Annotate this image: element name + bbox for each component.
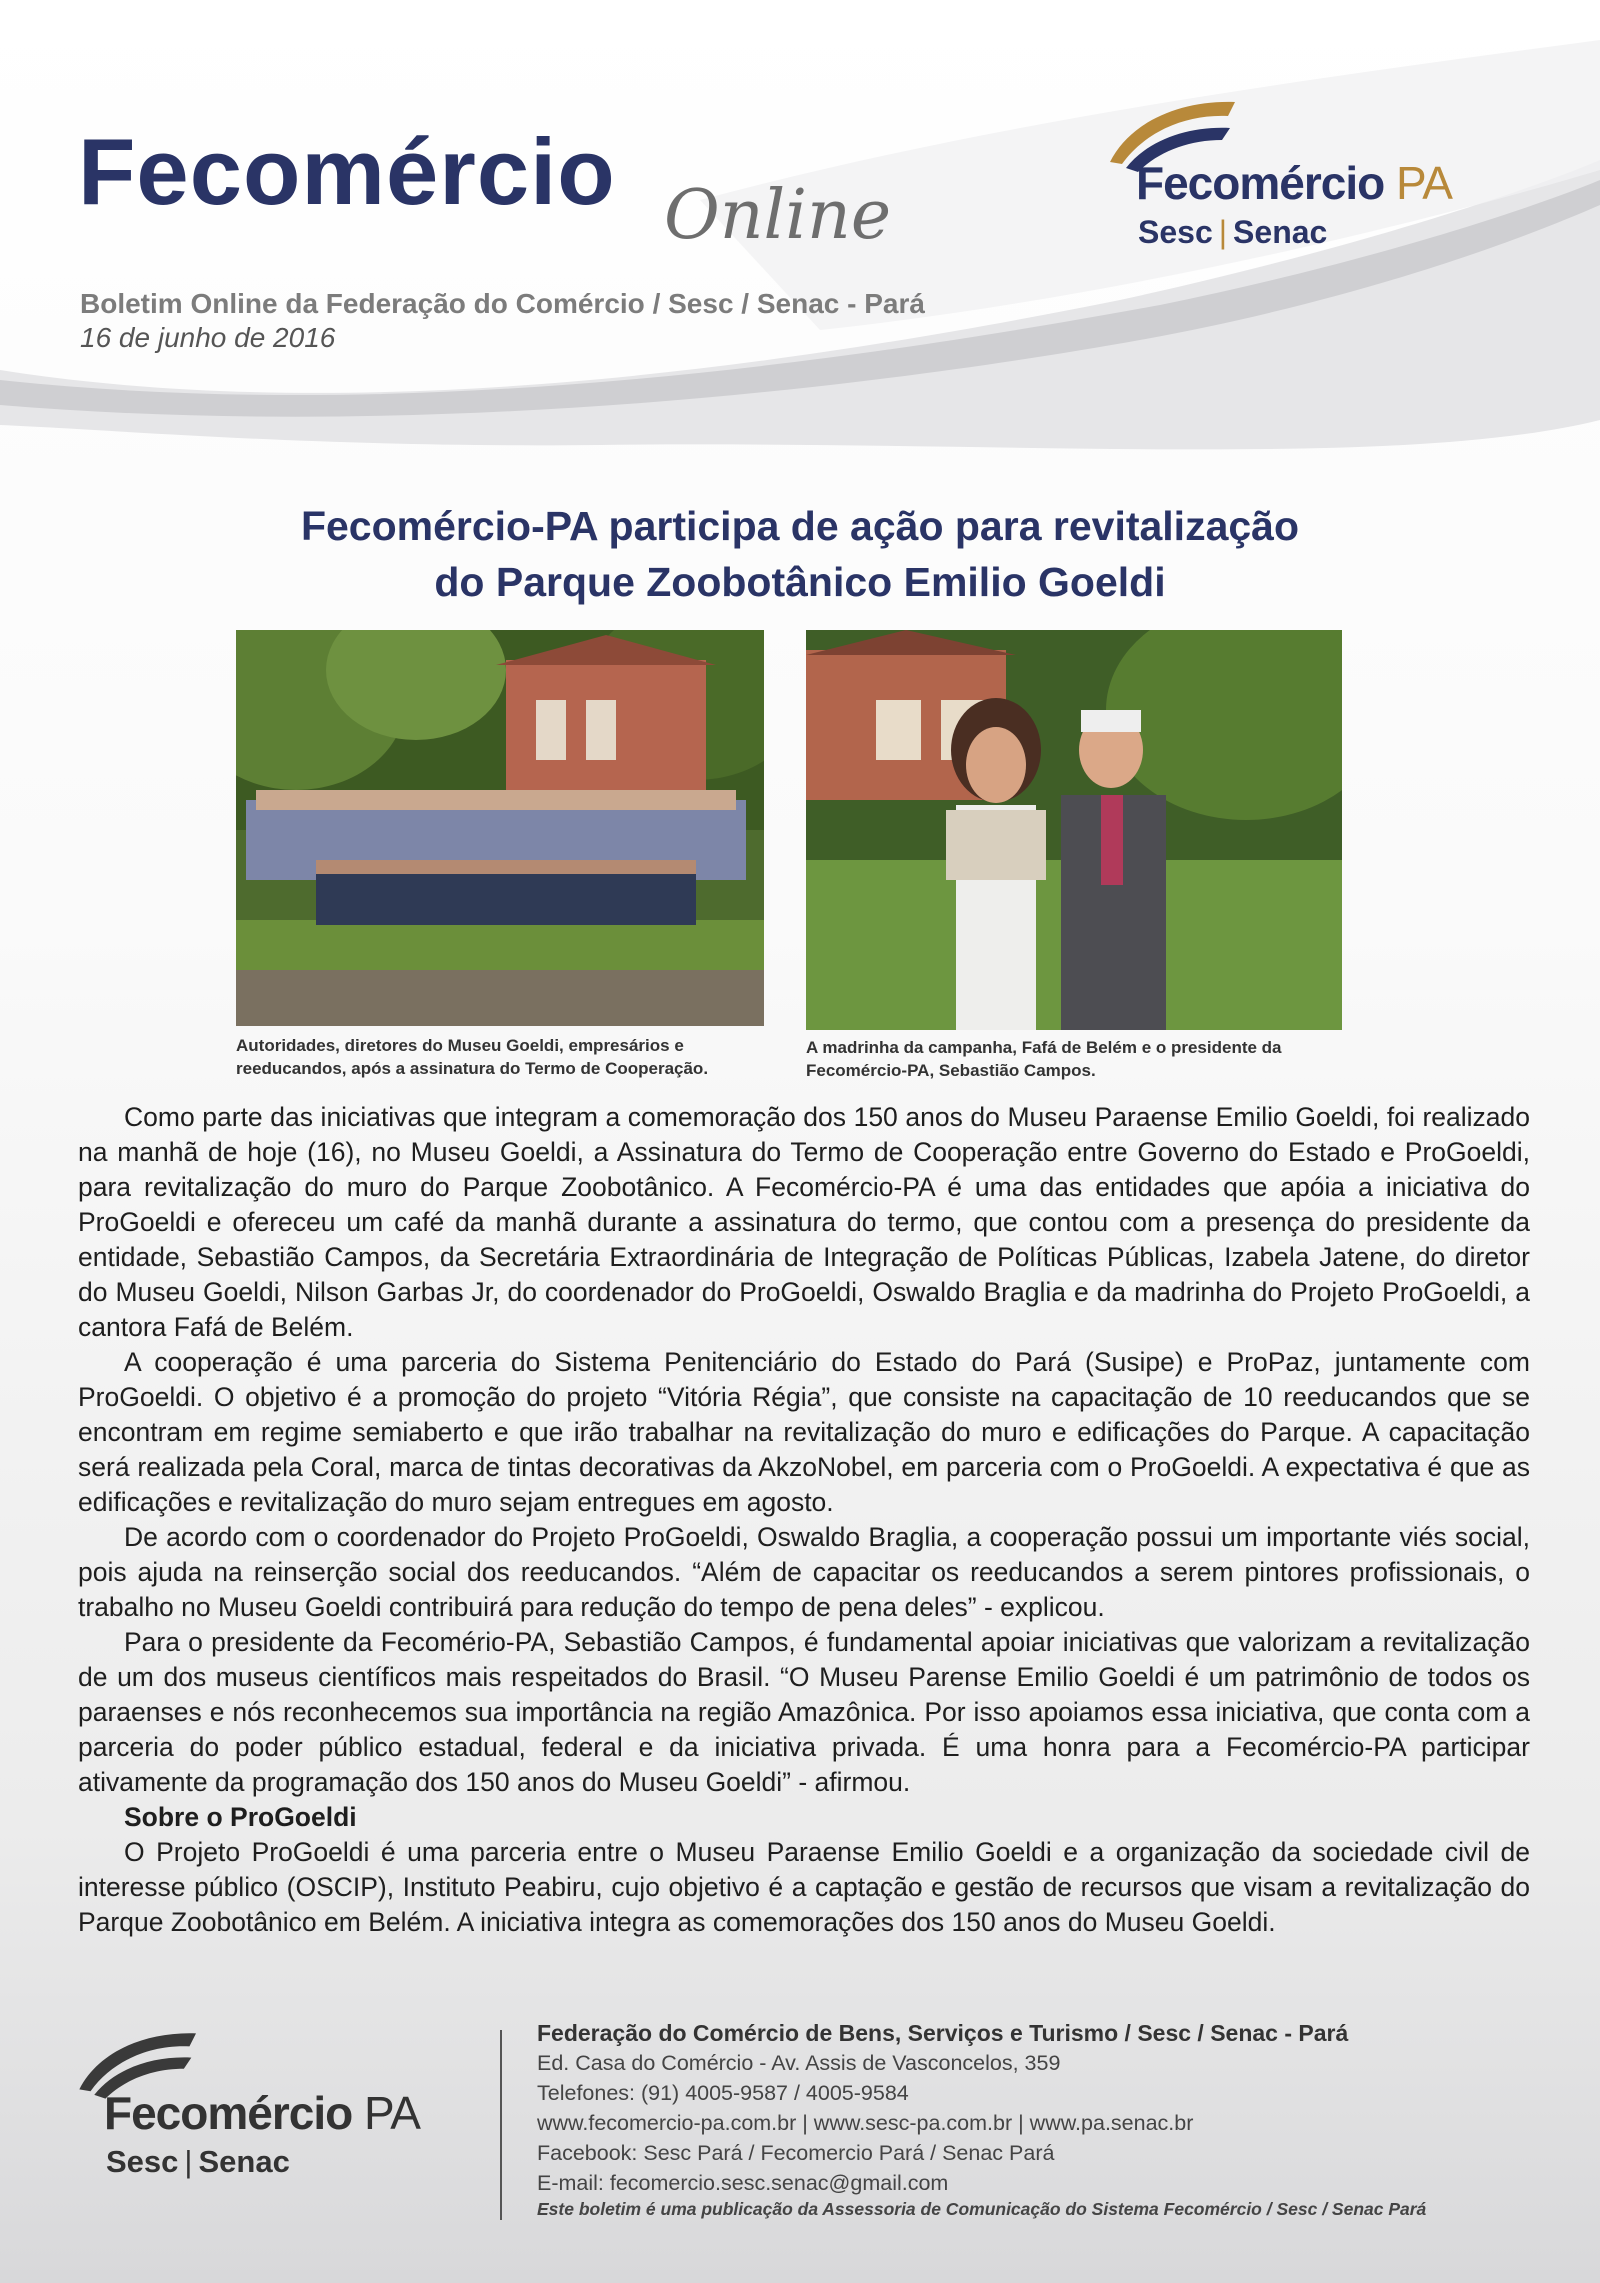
brand-name-suffix: PA: [1396, 157, 1452, 209]
photo-caption-2: A madrinha da campanha, Fafá de Belém e o presidente da Fecomércio-PA, Sebastião Campos.: [806, 1038, 1282, 1080]
brand-name-suffix-bottom: PA: [364, 2087, 420, 2139]
brand-name-main-bottom: Fecomércio: [104, 2087, 353, 2139]
photo-godmother-president: [806, 630, 1342, 1030]
footer-publication-note: Este boletim é uma publicação da Assessoria de Comunicação do Sistema Fecomércio / Sesc / Senac Pará: [537, 2199, 1427, 2219]
footer-email: E-mail: fecomercio.sesc.senac@gmail.com: [537, 2171, 949, 2195]
brand-sub-sesc: Sesc: [1138, 214, 1213, 250]
brand-name-main: Fecomércio: [1136, 157, 1385, 209]
brand-sub-sesc-bottom: Sesc: [106, 2144, 179, 2179]
footer-divider: [500, 2030, 502, 2220]
article-paragraph-4: Para o presidente da Fecomério-PA, Sebastião Campos, é fundamental apoiar iniciativas que valorizam a revitalização de um dos museus científicos mais respeitados do Brasil. “O Museu Parense Emilio Goeldi é um patrimônio de todos os paraenses e nós reconhecemos sua importância na região Amazônica. Por isso apoiamos essa iniciativa, que conta com a parceria do poder público estadual, federal e da iniciativa privada. É uma honra para a Fecomércio-PA participar ativamente da programação dos 150 anos do Museu Goeldi” - afirmou.: [78, 1627, 1530, 1797]
masthead-date: 16 de junho de 2016: [80, 322, 336, 353]
footer-info: [537, 2018, 1557, 2220]
footer-phones: Telefones: (91) 4005-9587 / 4005-9584: [537, 2081, 909, 2105]
footer-title: Federação do Comércio de Bens, Serviços e Turismo / Sesc / Senac - Pará: [537, 2020, 1349, 2046]
brand-subbrands: [1138, 214, 1327, 251]
brand-name: [1136, 156, 1452, 210]
section-heading: Sobre o ProGoeldi: [124, 1802, 357, 1832]
headline-line-2: do Parque Zoobotânico Emilio Goeldi: [434, 559, 1166, 605]
photo-group-signing: [236, 630, 764, 1026]
article-paragraph-3: De acordo com o coordenador do Projeto ProGoeldi, Oswaldo Braglia, a cooperação possui um importante viés social, pois ajuda na reinserção social dos reeducandos. “Além de capacitar os reeducandos a serem pintores profissionais, o trabalho no Museu Goeldi contribuirá para redução do tempo de pena deles” - explicou.: [78, 1522, 1530, 1622]
brand-sub-senac: Senac: [1233, 214, 1328, 250]
headline-line-1: Fecomércio-PA participa de ação para revitalização: [300, 503, 1300, 549]
article-paragraph-2: A cooperação é uma parceria do Sistema Penitenciário do Estado do Pará (Susipe) e ProPaz, juntamente com ProGoeldi. O objetivo é a promoção do projeto “Vitória Régia”, que consiste na capacitação de 10 reeducandos que se encontram em regime semiaberto e que irão trabalhar na revitalização do muro e edificações do Parque. A capacitação será realizada pela Coral, marca de tintas decorativas da AkzoNobel, em parceria com o ProGoeldi. A expectativa é que as edificações e revitalização do muro sejam entregues em agosto.: [78, 1347, 1530, 1517]
article-headline: [100, 498, 1500, 610]
brand-logo-bottom: [70, 2024, 490, 2194]
brand-name-bottom: [104, 2086, 420, 2140]
section-paragraph: O Projeto ProGoeldi é uma parceria entre o Museu Paraense Emilio Goeldi e a organização da sociedade civil de interesse público (OSCIP), Instituto Peabiru, cujo objetivo é a captação e gestão de recursos que visam a revitalização do Parque Zoobotânico em Belém. A iniciativa integra as comemorações dos 150 anos do Museu Goeldi.: [78, 1837, 1530, 1937]
footer-facebook: Facebook: Sesc Pará / Fecomercio Pará / Senac Pará: [537, 2141, 1055, 2165]
footer-websites: www.fecomercio-pa.com.br | www.sesc-pa.com.br | www.pa.senac.br: [537, 2111, 1194, 2135]
article-paragraph-1: Como parte das iniciativas que integram a comemoração dos 150 anos do Museu Paraense Emilio Goeldi, foi realizado na manhã de hoje (16), no Museu Goeldi, a Assinatura do Termo de Cooperação entre Governo do Estado e ProGoeldi, para revitalização do muro do Parque Zoobotânico. A Fecomércio-PA é uma das entidades que apóia a iniciativa do ProGoeldi e ofereceu um café da manhã durante a assinatura do termo, que contou com a presença do presidente da entidade, Sebastião Campos, da Secretária Extraordinária de Integração de Políticas Públicas, Izabela Jatene, do diretor do Museu Goeldi, Nilson Garbas Jr, do coordenador do ProGoeldi, Oswaldo Braglia e da madrinha do Projeto ProGoeldi, a cantora Fafá de Belém.: [78, 1102, 1530, 1342]
brand-logo-top: [1100, 92, 1520, 262]
brand-sub-separator-bottom: |: [184, 2144, 193, 2179]
photo-caption-1: Autoridades, diretores do Museu Goeldi, empresários e reeducandos, após a assinatura do Termo de Cooperação.: [236, 1036, 709, 1078]
masthead-script-word: Online: [664, 176, 892, 255]
brand-subbrands-bottom: [106, 2144, 290, 2180]
masthead-subtitle: Boletim Online da Federação do Comércio / Sesc / Senac - Pará: [80, 288, 925, 319]
footer-address: Ed. Casa do Comércio - Av. Assis de Vasconcelos, 359: [537, 2051, 1061, 2075]
brand-sub-senac-bottom: Senac: [198, 2144, 290, 2179]
masthead-title: Fecomércio: [78, 119, 616, 224]
article-body: [78, 1100, 1530, 1940]
brand-sub-separator: |: [1218, 214, 1228, 250]
